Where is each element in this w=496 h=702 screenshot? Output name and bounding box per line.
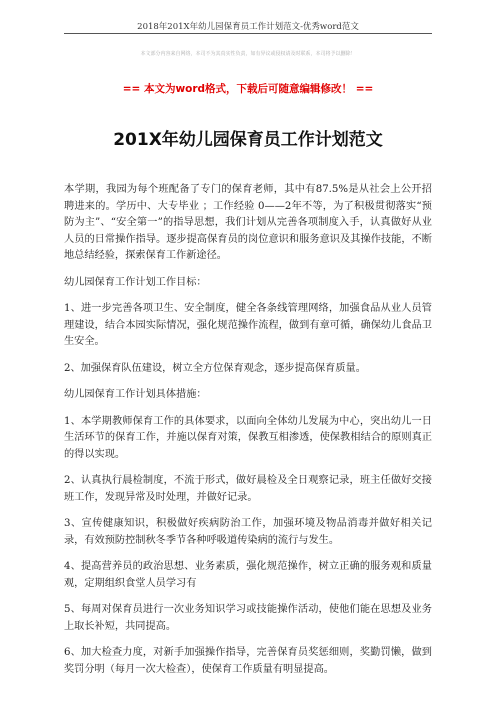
copyright-disclaimer: 本文部分内容来自网络，本司不为其真实性负责，如有异议或侵权请及时联系，本司将予以删除！ bbox=[140, 51, 356, 57]
measure-item-5: 5、每周对保育员进行一次业务知识学习或技能操作活动，使他们能在思想及业务上取长补短，共同提高。 bbox=[64, 604, 432, 632]
header-divider bbox=[64, 33, 432, 34]
measure-item-2: 2、认真执行晨检制度，不流于形式，做好晨检及全日观察记录，班主任做好交接班工作，发现异常及时处理，并做好记录。 bbox=[64, 475, 432, 503]
measure-item-3: 3、宣传健康知识，积极做好疾病防治工作，加强环境及物品消毒并做好相关记录，有效预防控制秋冬季节各种呼吸道传染病的流行与发生。 bbox=[64, 518, 432, 546]
goal-item-1: 1、进一步完善各项卫生、安全制度，健全各条线管理网络，加强食品从业人员管理建设，结合本园实际情况，强化规范操作流程，做到有章可循，确保幼儿食品卫生安全。 bbox=[64, 303, 432, 347]
word-format-notice: == 本文为word格式，下载后可随意编辑修改！ == bbox=[122, 83, 374, 95]
measure-item-6: 6、加大检查力度，对新手加强操作指导，完善保育员奖惩细则，奖勤罚懒，做到奖罚分明（每月一次大检查），使保育工作质量有明显提高。 bbox=[64, 647, 432, 675]
section-heading-measures: 幼儿园保育工作计划具体措施： bbox=[64, 389, 207, 400]
goal-item-2: 2、加强保育队伍建设，树立全方位保育观念，逐步提高保育质量。 bbox=[64, 362, 366, 374]
document-title: 201X年幼儿园保育员工作计划范文 bbox=[113, 130, 383, 150]
page-header-title: 2018年201X年幼儿园保育员工作计划范文-优秀word范文 bbox=[137, 22, 359, 32]
measure-item-1: 1、本学期教师保育工作的具体要求，以面向全体幼儿发展为中心，突出幼儿一日生活环节的保育工作，并施以保育对策，保教互相渗透，使保教相结合的原则真正的得以实现。 bbox=[64, 415, 432, 460]
document-body bbox=[64, 182, 432, 688]
intro-paragraph: 本学期，我园为每个班配备了专门的保育老师，其中有87.5%是从社会上公开招聘进来的。学历中、大专毕业 ；工作经验 0——2年不等，为了积极贯彻落实“预防为主”、“安全第一”的指导思想，我们计划从完善各项制度入手，认真做好从业人员的日常操作指导。逐步提高保育员的岗位意识和服务意识及其操作技能，不断地总结经验，探索保育工作新途径。 bbox=[64, 184, 432, 261]
measure-item-4: 4、提高营养员的政治思想、业务素质，强化规范操作，树立正确的服务观和质量观，定期组织食堂人员学习有 bbox=[64, 561, 432, 589]
section-heading-goals: 幼儿园保育工作计划工作目标： bbox=[64, 276, 207, 288]
